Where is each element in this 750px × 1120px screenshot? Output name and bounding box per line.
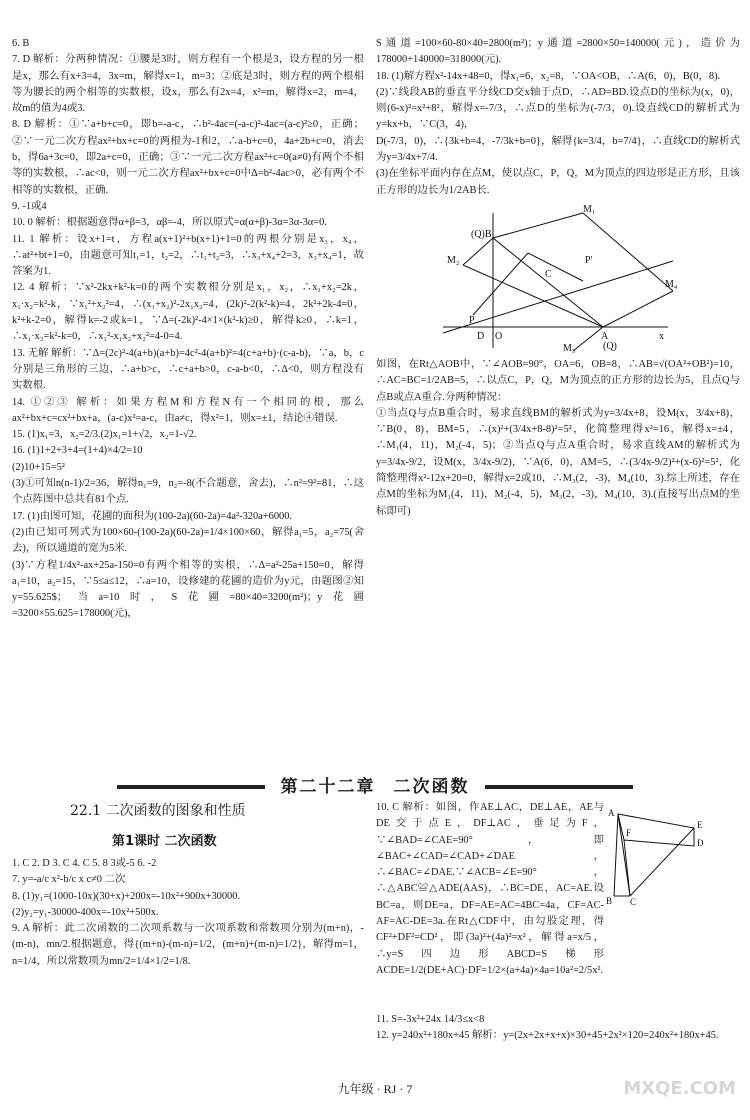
answer-line: ①当点Q与点B重合时，易求直线BM的解析式为y=3/4x+8，设M(x，3/4x+8)，∵B(0，8)，BM=5，∴(x)²+(3/4x+8-8)²=5²，化简整理得x²=16，解得x=±4，∴M₁(4，11)，M₂(-4，5)；②当点Q与点A重合时，易求直线AM的解析式为y=3/4x-9/2，设M(x，3/4x-9/2)，∵A(6，0)，AM=5，∴(3/4x-9/2)²+(x-6)²=5²，化简整理得x²-12x+20=0，解得x=2或10，∴M₃(2，-3)，M₄(10，3).综上所述，存在点M的坐标为M₁(4，11)，M₂(-4，5)，M₃(2，-3)，M₄(10，3).(直接写出点M的坐标即可): [376, 407, 740, 517]
lesson-title: 第1课时 二次函数: [112, 834, 217, 849]
answer-line: (3)在坐标平面内存在点M，使以点C，P，Q，M为顶点的四边形是正方形，且该正方形的边长为1/2AB长.: [376, 168, 740, 196]
figure-label: M₄: [665, 278, 678, 290]
answer-line: 9. A 解析：此二次函数的二次项系数与一次项系数和常数项分别为(m+n)，-(m-n)，mn/2.根据题意，得{(m+n)-(m-n)=1/2，(m+n)+(m-n)=1/2}，解得m=1，n=1/4，所以常数项为mn/2=1/4×1/2=1/8.: [12, 923, 364, 967]
figure-label: M₁: [583, 203, 596, 215]
figure-label: O: [495, 330, 503, 342]
answer-line: (3)∵方程1/4x²-ax+25a-150=0有两个相等的实根，∴Δ=a²-25a+150=0，解得a₁=10，a₂=15，∵5≤a≤12，∴a=10，设修建的花圃的造价为y元，由题图②知y=55.625$；当a=10时，S花圃=80×40=3200(m²)；y花圃=3200×55.625=178000(元)，: [12, 559, 364, 620]
answer-line: 1. C 2. D 3. C 4. C 5. 8 3或-5 6. -2: [12, 858, 157, 869]
answer-line: 13. 无解 解析：∵Δ=(2c)²-4(a+b)(a+b)=4c²-4(a+b)²=4(c+a+b)·(c-a-b)，∵a，b，c分别是三角形的三边，∴a+b>c，∴c+a+b>0，c-a-b<0，∴Δ<0，则方程没有实数根.: [12, 347, 364, 392]
right-bottom-column: [376, 800, 604, 979]
answer-line: (2)∵线段AB的垂直平分线CD交x轴于点D，∴AD=BD.设点D的坐标为(x，0)，则(6-x)²=x²+8²，解得x=-7/3，∴点D的坐标为(-7/3，0).设直线CD的解析式为y=kx+b，∵C(3，4)，: [376, 86, 740, 131]
right-column: [376, 36, 740, 520]
answer-line: (3)①可知n(n-1)/2=36，解得n₁=9，n₂=-8(不合题意，舍去)，∴n²=9²=81，∴这个点阵图中总共有81个点.: [12, 478, 364, 506]
figure-label: C: [630, 897, 637, 907]
section-title: 22.1 二次函数的图象和性质: [70, 803, 246, 819]
answer-line: S通道=100×60-80×40=2800(m²)；y通道=2800×50=140000(元)，造价为178000+140000=318000(元).: [376, 38, 740, 66]
watermark-logo: MXQE.COM: [623, 1078, 736, 1099]
chapter-number: 第二十二章: [280, 777, 376, 797]
answer-line: 15. (1)x₁=3，x₂=2/3.(2)x₁=1+√2，x₂=1-√2.: [12, 429, 197, 441]
figure-label: M₂: [447, 254, 460, 266]
answer-line: 11. 1 解析：设x+1=t，方程a(x+1)²+b(x+1)+1=0的两根分别是x₃，x₄，∴at²+bt+1=0，由题意可知t₁=1，t₂=2，∴t₁+t₂=3，∴x₃+x₄+2=3，x₃+x₄=1，故答案为1.: [12, 233, 364, 278]
chapter-heading: [0, 772, 750, 797]
figure-label: C: [545, 268, 552, 280]
answer-line: 11. S=-3x²+24x 14/3≤x<8: [376, 1014, 485, 1025]
coordinate-figure: [433, 203, 683, 353]
answer-line: 12. y=240x²+180x+45 解析：y=(2x+2x+x+x)×30+45+2x²×120=240x²+180x+45.: [376, 1030, 719, 1042]
answer-line: (2)y₂=y₁-30000-400x=-10x²+500x.: [12, 906, 159, 918]
answer-line: 10. 0 解析：根据题意得α+β=3，αβ=-4，所以原式=α(α+β)-3α=3α-3α=0.: [12, 217, 327, 229]
figure-label: D: [697, 838, 704, 848]
figure-label: F: [626, 828, 632, 838]
figure-label: P': [585, 254, 593, 266]
answer-line: (2)由已知可列式为100×60-(100-2a)(60-2a)=1/4×100×60，解得a₁=5，a₂=75(舍去)，所以通道的宽为5米.: [12, 526, 364, 555]
page-footer: 九年级 · RJ · 7: [337, 1082, 413, 1096]
answer-line: 如图，在Rt△AOB中，∵∠AOB=90°，OA=6，OB=8，∴AB=√(OA²+OB²)=10，∴AC=BC=1/2AB=5，∴以点C，P，Q，M为顶点的正方形的边长为5，且点Q与点B或点A重合.分两种情况：: [376, 358, 740, 403]
figure-label: (Q): [603, 340, 617, 352]
heading-bar: [117, 785, 265, 789]
left-bottom-column: [12, 856, 364, 970]
figure-label: B: [606, 896, 613, 906]
answer-line: 16. (1)1+2+3+4=(1+4)×4/2=10: [12, 445, 143, 457]
figure-label: P: [469, 314, 475, 326]
figure-label: x: [659, 330, 664, 342]
figure-label: A: [608, 808, 615, 818]
right-bottom-tail: [376, 1012, 738, 1045]
answer-line: 18. (1)解方程x²-14x+48=0，得x₁=6，x₂=8，∵OA<OB，∴A(6，0)，B(0，8).: [376, 70, 721, 82]
answer-line: 8. D 解析：①∵a+b+c=0，即b=-a-c，∴b²-4ac=(-a-c)²-4ac=(a-c)²≥0，正确；②∵一元二次方程ax²+bx+c=0的两根为-1和2，∴a-b+c=0，4a+2b+c=0，消去b，得6a+3c=0，即2a+c=0，正确；③∵一元二次方程ax²+c=0(a≠0)有两个不相等的实数根，∴ac<0，则一元二次方程ax²+bx+c=0中Δ=b²-4ac>0，必有两个不相等的实数根，正确.: [12, 119, 364, 196]
chapter-title: 二次函数: [393, 777, 470, 797]
answer-line: 10. C 解析：如图，作AE⊥AC，DE⊥AE，AE与DE交于点E，DF⊥AC，垂足为F，∵∠BAD=∠CAE=90°，即∠BAC+∠CAD=∠CAD+∠DAE，∴∠BAC=∠DAE.∵∠ACB=∠E=90°，∴△ABC≌△ADE(AAS)，∴BC=DE，AC=AE.设BC=a，则DE=a，DF=AE=AC=4BC=4a，CF=AC-AF=AC-DE=3a.在Rt△CDF中，由勾股定理，得CF²+DF²=CD²，即(3a)²+(4a)²=x²，解得a=x/5，∴y=S四边形ABCD=S梯形ACDE=1/2(DE+AC)·DF=1/2×(a+4a)×4a=10a²=2/5x².: [376, 802, 604, 976]
figure-label: E: [697, 820, 703, 830]
answer-line: D(-7/3，0)，∴{3k+b=4，-7/3k+b=0}，解得{k=3/4，b=7/4}，∴直线CD的解析式为y=3/4x+7/4.: [376, 135, 740, 164]
answer-line: 8. (1)y₁=(1000-10x)(30+x)+200x=-10x²+900x+30000.: [12, 890, 241, 902]
left-column: [12, 36, 364, 623]
quadrilateral-figure: [604, 808, 714, 908]
answer-line: 14. ①②③ 解析：如果方程M和方程N有一个相同的根，那么ax²+bx+c=cx²+bx+a，(a-c)x²=a-c，由a≠c，得x²=1，则x=±1，结论④错误.: [12, 396, 364, 424]
answer-line: 17. (1)由图可知，花圃的面积为(100-2a)(60-2a)=4a²-320a+6000.: [12, 510, 293, 522]
answer-line: 7. D 解析：分两种情况：①腰是3时，则方程有一个根是3，设方程的另一根是x，那么有x+3=4，3x=m，解得x=1，m=3；②底是3时，则方程的两个根相等为腰长的两个相等的实数根，设x，那么有2x=4，x²=m，解得x=2，m=4，故m的值为4或3.: [12, 54, 364, 115]
answer-line: 9. -1或4: [12, 200, 47, 212]
answer-line: 7. y=-a/c x²-b/c x c≠0 二次: [12, 874, 126, 886]
figure-label: A: [601, 330, 609, 342]
answer-line: 6. B: [12, 38, 30, 49]
answer-line: (2)10+15=5²: [12, 461, 65, 473]
figure-label: M₃: [563, 342, 576, 353]
figure-label: (Q)B: [471, 228, 492, 240]
answer-line: 12. 4 解析：∵x²-2kx+k²-k=0的两个实数根分别是x₁，x₂，∴x₁+x₂=2k，x₁·x₂=k²-k，∵x₁²+x₂²=4，∴(x₁+x₂)²-2x₁x₂=4，(2k)²-2(k²-k)=4，2k²+2k-4=0，k²+k-2=0，解得k=-2或k=1，∵Δ=(-2k)²-4×1×(k²-k)≥0，解得k≥0，∴k=1，∴x₁·x₂=k²-k=0，∴x₁²-x₁x₂+x₂²=4-0=4.: [12, 282, 364, 343]
heading-bar: [485, 785, 633, 789]
figure-label: D: [477, 330, 485, 342]
